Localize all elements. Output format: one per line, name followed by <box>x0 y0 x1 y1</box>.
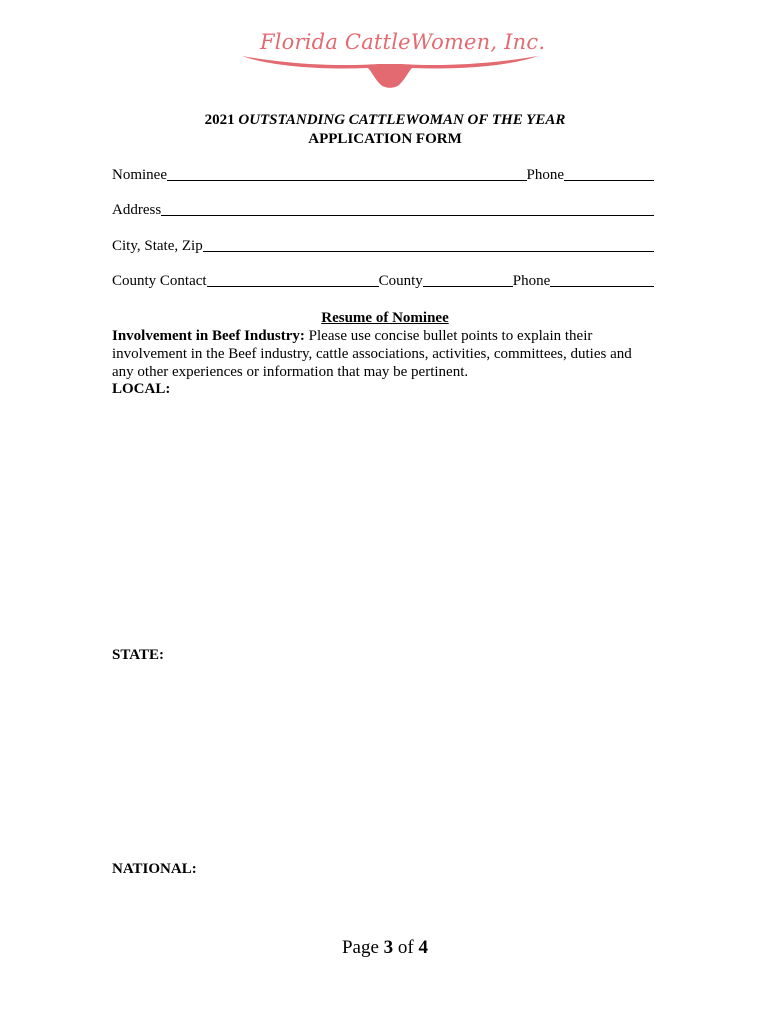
county-contact-field[interactable] <box>207 272 379 287</box>
resume-instructions <box>112 327 657 381</box>
state-heading: STATE: <box>112 647 164 663</box>
resume-text: Please use concise bullet points to explain their involvement in the Beef industry, cattle associations, activities, committees, duties and any other experiences or information that may be pertinent. <box>112 328 632 380</box>
address-label: Address <box>112 202 162 218</box>
county-label: County <box>378 273 423 289</box>
phone2-label: Phone <box>512 273 551 289</box>
city-state-zip-field[interactable] <box>203 237 654 252</box>
resume-heading: Resume of Nominee <box>321 310 449 326</box>
form-title <box>0 112 770 129</box>
phone-field[interactable] <box>564 166 654 181</box>
county-row <box>112 270 654 290</box>
address-row <box>112 199 654 219</box>
county-field[interactable] <box>423 272 513 287</box>
national-heading: NATIONAL: <box>112 861 197 877</box>
resume-lead: Involvement in Beef Industry: <box>112 328 305 344</box>
local-heading: LOCAL: <box>112 381 171 397</box>
page-number <box>0 937 770 959</box>
phone2-field[interactable] <box>550 272 654 287</box>
florida-cattlewomen-logo <box>240 26 546 92</box>
page-current: 3 <box>383 937 394 958</box>
title-name: OUTSTANDING CATTLEWOMAN OF THE YEAR <box>238 112 566 128</box>
address-field[interactable] <box>161 201 654 216</box>
page-middle: of <box>393 937 419 958</box>
title-year: 2021 <box>204 112 235 128</box>
logo-text: Florida CattleWomen, Inc. <box>260 30 546 54</box>
city-state-zip-label: City, State, Zip <box>112 238 203 254</box>
city-state-zip-row <box>112 235 654 255</box>
nominee-field[interactable] <box>167 166 527 181</box>
county-contact-label: County Contact <box>112 273 207 289</box>
page-total: 4 <box>418 937 428 958</box>
nominee-label: Nominee <box>112 167 167 183</box>
phone-label: Phone <box>526 167 564 183</box>
form-subtitle: APPLICATION FORM <box>308 131 462 147</box>
page-prefix: Page <box>341 937 384 958</box>
nominee-row <box>112 164 654 184</box>
